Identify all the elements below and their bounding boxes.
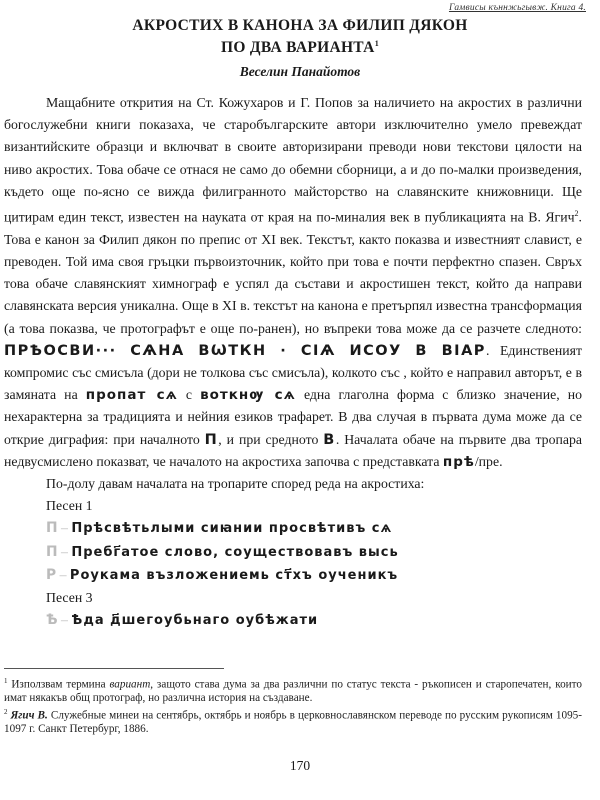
footnote-ref-1[interactable]: 1: [374, 39, 379, 48]
acrostic-line: П – Пребг҃атое слово, соуществовавъ высь: [46, 543, 399, 560]
footnotes: [4, 675, 582, 737]
slavonic-letter: П: [204, 431, 219, 448]
article-body: [4, 92, 582, 632]
slavonic-letter: В: [323, 431, 336, 448]
slavonic-word: воткнѹ сѧ: [200, 387, 296, 404]
paragraph-2: По-долу давам началата на тропарите според реда на акростиха:: [46, 476, 425, 492]
acrostic-line: Р – Роукама възложениемь ст҃хъ оученикъ: [46, 566, 399, 583]
acrostic-line: Ѣ – Ѣда д҃шегоубьнаго оубѣжати: [46, 612, 319, 629]
author-name: Веселин Панайотов: [239, 64, 361, 79]
footnote-2: $^2$ Ягич В. Служебные минеи на сентябрь, октябрь и ноябрь в церковнославянском переводе по русским рукописям 1095-1097 г. Санкт Петербург, 1886.: [4, 708, 582, 736]
footnote-divider: [4, 668, 224, 669]
song-heading: Песен 3: [46, 590, 93, 606]
acrostic-line: П – Прѣсвѣтьлыми сиꙗнии просвѣтивъ сѧ: [46, 520, 393, 537]
footnote-1: $^1$ Използвам термина вариант, защото става дума за два различни по статус текста - ръкописен и старопечатен, които имат някакъв общ протограф, но различна история на създаване.: [4, 677, 582, 704]
running-head: Гамвисы къннжьгывж. Книга 4.: [448, 3, 586, 13]
song-heading: Песен 1: [46, 498, 93, 514]
slavonic-acrostic: ПРѢОСВИ··· СѦНА ВѠТКН · СІѦ ИСОУ В ВІАР: [4, 342, 486, 359]
footnote-ref-2[interactable]: 2: [574, 209, 579, 219]
slavonic-word: пропат сѧ: [85, 387, 178, 404]
title-line-1: АКРОСТИХ В КАНОНА ЗА ФИЛИП ДЯКОН: [132, 17, 468, 34]
paragraph-1: Мащабните открития на Ст. Кожухаров и Г. Попов за наличието на акростих в различни богослужебни книги показаха, че старобългарските автори изключително умело превеждат византийските образци и включват в своите авторизирани преводи нови текстови цялости на ниво акростих. Това обаче се отнася не само до обемни сборници, а и до по-малки произведения, където още по-ясно се вижда филигранното майсторство на славянските книжовници. Ще цитирам един текст, известен на науката от края на по-миналия век в публикацията на В. Ягич$^2$. Това е канон за Филип дякон по препис от XI век. Текстът, както показва и известният славист, е преводен. Той има своя гръцки първоизточник, който при това е почти перфектно спазен. Свръх това обаче славянският химнограф е успял да състави и акростишен текст, който да направи славянската версия уникална. Още в XI в. текстът на канона е претърпял известна трансформация (а това показва, че протографът е още по-ранен), но въпреки това може да се разчете следното: ПРѢОСВИ··· СѦНА ВѠТКН · СІѦ ИСОУ В ВІАР. Единственият компромис със смисъла (дори не толкова със смисъла), колкото със , който е направил авторът, е в замяната на пропат сѧ с воткнѹ сѧ една глаголна форма с близко значение, но нехарактерна за традицията и нейния езиков трафарет. В два случая в първата дума може да се открие диграфия: при началното П, и при средното В. Началата обаче на първите два тропара недвусмислено показват, че началото на акростиха започва с представката прѣ/пре.: [4, 95, 583, 470]
article-title: [0, 17, 600, 57]
slavonic-prefix: прѣ: [442, 453, 475, 470]
page-number: 170: [289, 758, 311, 773]
title-line-2: ПО ДВА ВАРИАНТА$^1$: [221, 39, 379, 57]
